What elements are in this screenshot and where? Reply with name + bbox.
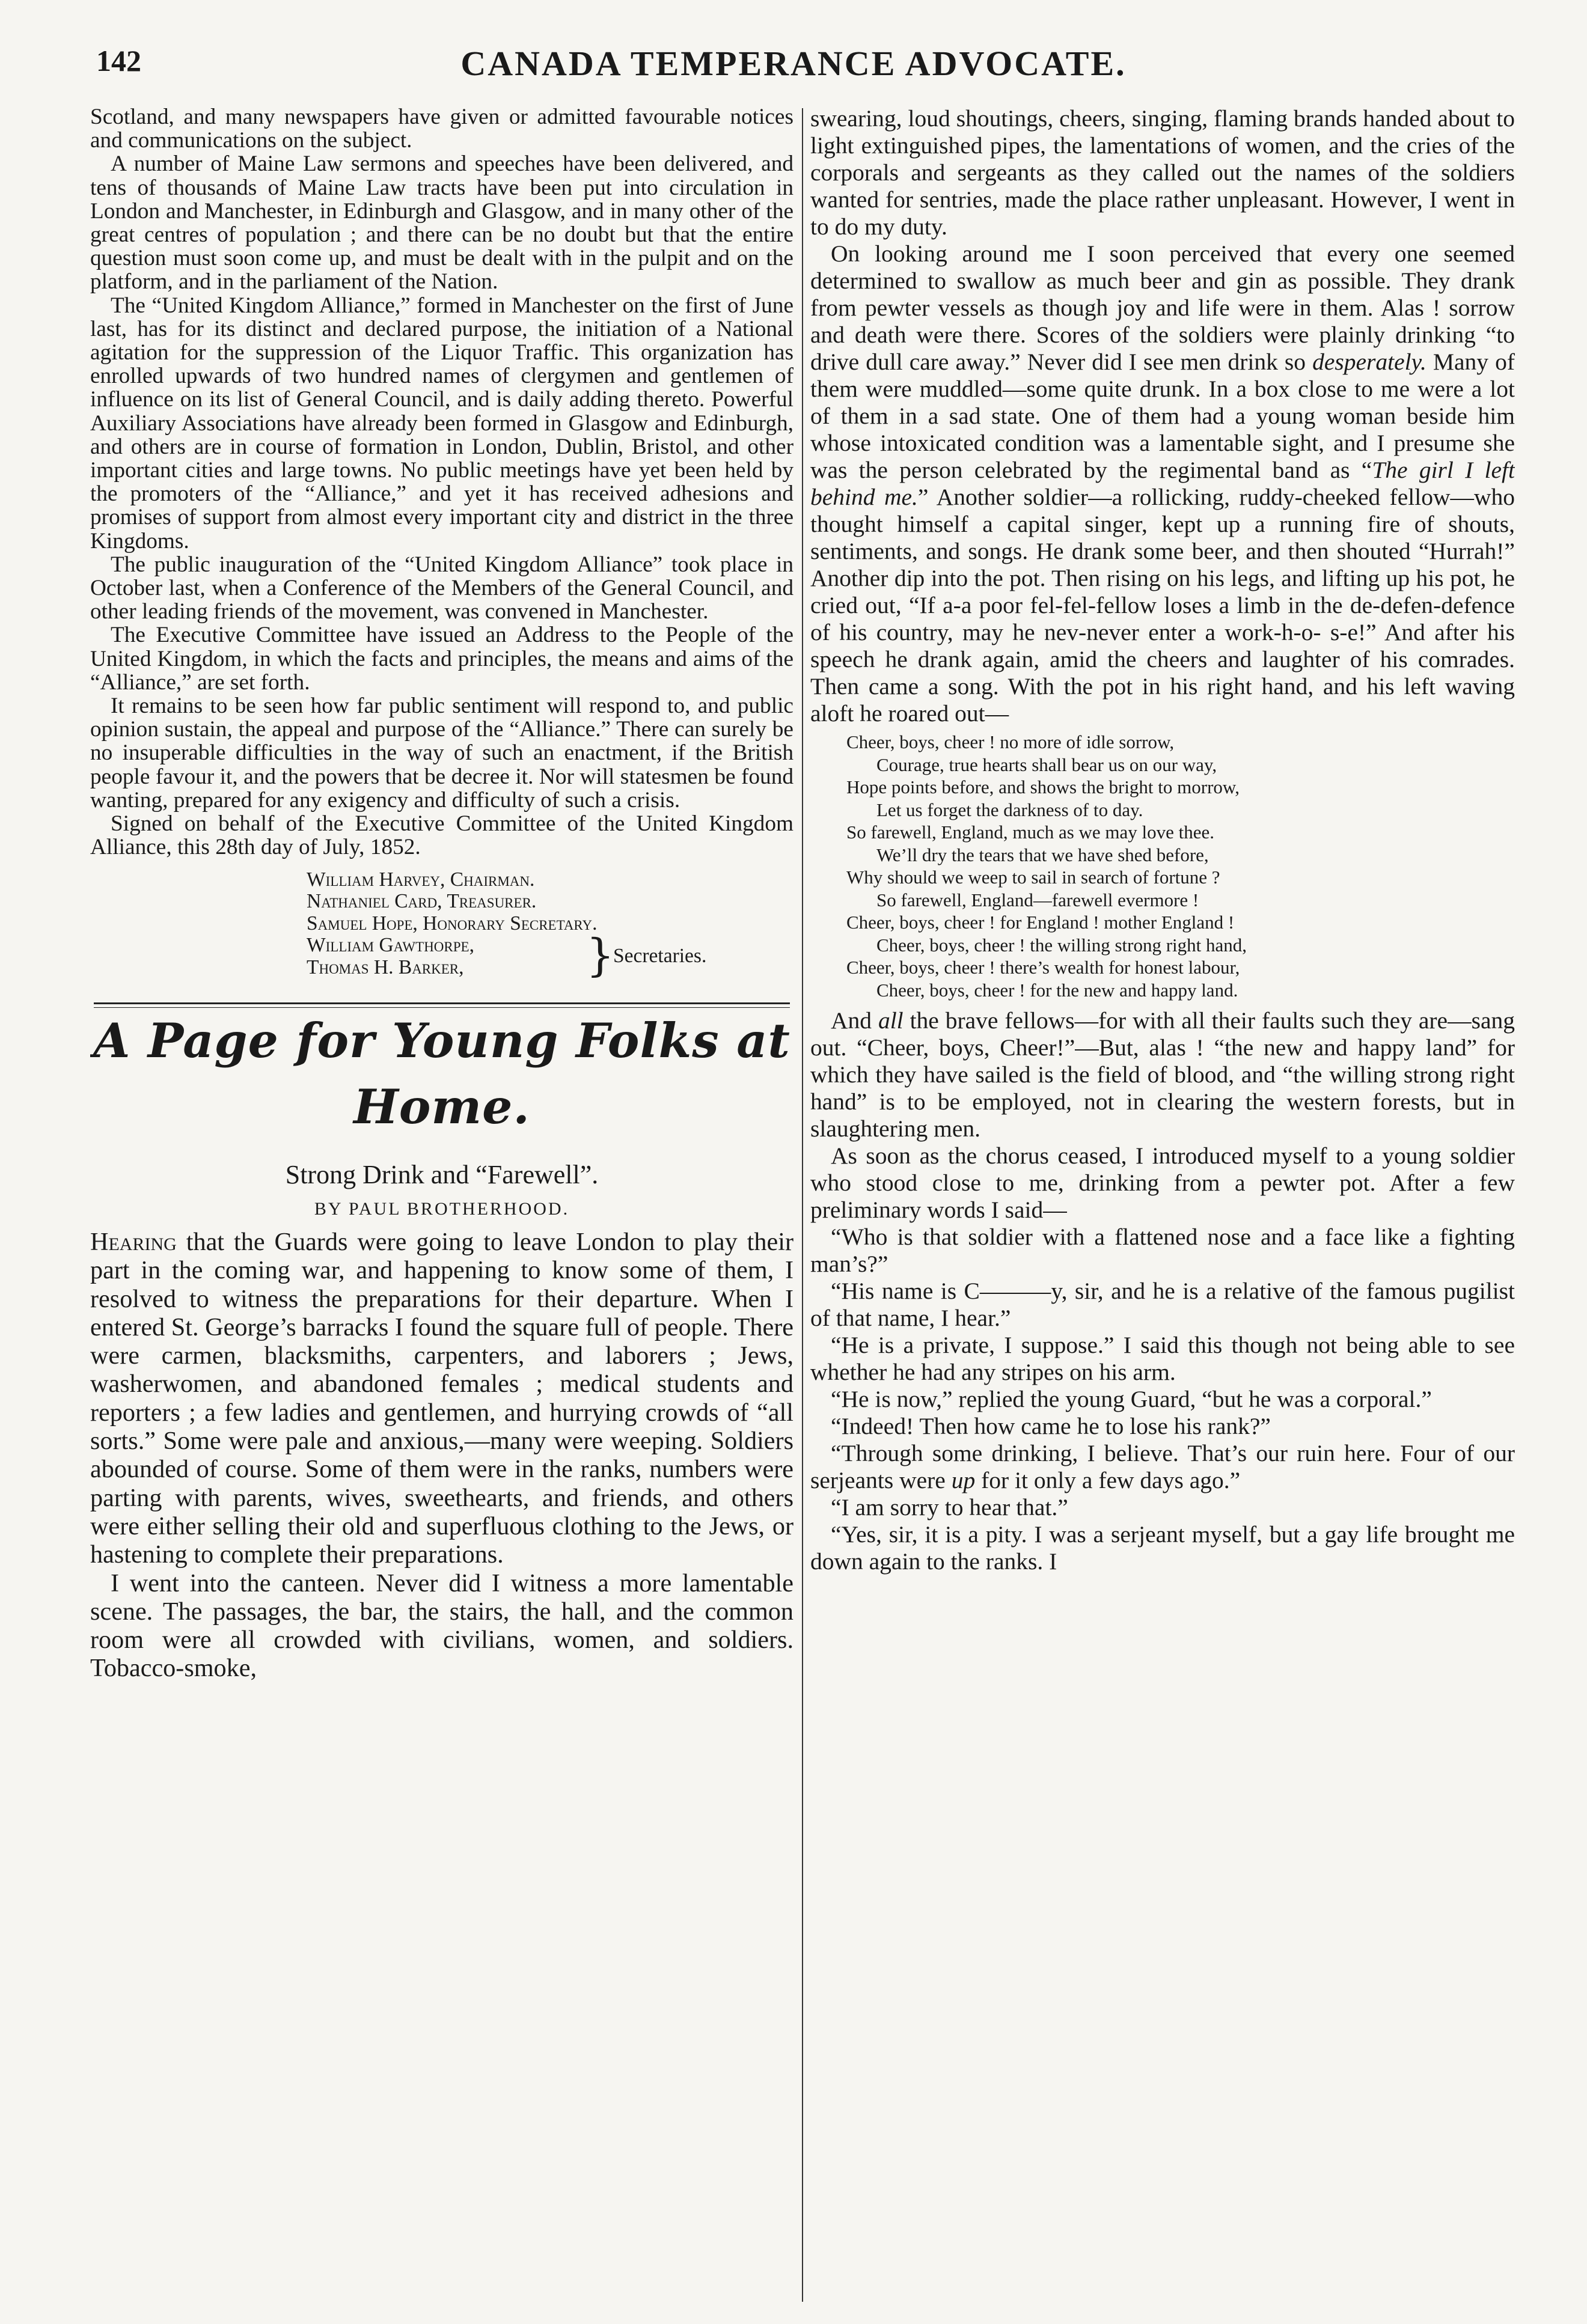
verse-line: So farewell, England, much as we may love thee. (846, 822, 1215, 843)
brace-glyph: } (586, 930, 615, 981)
story-right (810, 105, 1515, 1575)
journal-title: CANADA TEMPERANCE ADVOCATE. (460, 44, 1127, 83)
story-text: ” Another soldier—a rollicking, ruddy-cheeked fellow—who thought himself a capital singer, kept up a running fire of shouts, sentiments, and songs. He drank some beer, and then shouted “Hurrah!” Another dip into the pot. Then rising on his legs, and lifting up his pot, he cried out, “If a-a poor fel-fel-fellow loses a limb in the de-defen-defence of his country, may he nev-never enter a work-h-o- s-e!” And after his speech he drank again, amid the cheers and laughter of his comrades. Then came a song. With the pot in his right hand, and his left waving aloft he roared out— (810, 484, 1515, 727)
story-paragraph (810, 240, 1515, 727)
signer-secretary-2: Thomas H. Barker, (307, 956, 464, 978)
dialogue-line (810, 1440, 1515, 1494)
verse-line: Why should we weep to sail in search of fortune ? (846, 867, 1220, 888)
dialogue-line: “Indeed! Then how came he to lose his rank?” (831, 1413, 1271, 1439)
song-title: The girl I left behind me. (810, 457, 1515, 510)
story-paragraph (810, 1007, 1515, 1142)
column-divider (802, 108, 803, 2302)
verse-line: Cheer, boys, cheer ! there’s wealth for honest labour, (846, 957, 1240, 978)
story-byline: BY PAUL BROTHERHOOD. (314, 1199, 570, 1219)
emphasis: up (951, 1467, 976, 1493)
story-text: that the Guards were going to leave London to play their part in the coming war, and happening to know some of them, I resolved to witness the preparations for their departure. When I entered St. George’s barracks I found the square full of people. There were carmen, blacksmiths, carpenters, and laborers ; Jews, washerwomen, and abandoned females ; medical students and reporters ; a few ladies and gentlemen, and hurrying crowds of “all sorts.” Some were pale and anxious,—many were weeping. Soldiers abounded of course. Some of them were in the ranks, numbers were parting with parents, wives, sweethearts, and friends, and others were either selling their old and superfluous clothing to the Jews, or hastening to complete their preparations. (90, 1228, 794, 1569)
dialogue-line: “Who is that soldier with a flattened nose and a face like a fighting man’s?” (810, 1224, 1515, 1277)
secretaries-group (307, 930, 794, 981)
dialogue-line: “I am sorry to hear that.” (831, 1494, 1068, 1520)
dialogue-line: “He is now,” replied the young Guard, “but he was a corporal.” (831, 1386, 1432, 1412)
verse-line: Hope points before, and shows the bright to morrow, (846, 776, 1240, 798)
emphasis: desperately. (1312, 349, 1426, 375)
signer-secretary-1: William Gawthorpe, (307, 934, 474, 956)
paragraph: The “United Kingdom Alliance,” formed in Manchester on the first of June last, has for its distinct and declared purpose, the initiation of a National agitation for the suppression of the Liquor Traffic. This organization has enrolled upwards of two hundred names of clergymen and gentlemen of influence on its list of General Council, and is daily adding thereto. Powerful Auxiliary Associations have already been formed in Glasgow and Edinburgh, and others are in course of formation in London, Dublin, Bristol, and other important cities and large towns. No public meetings have yet been held by the promoters of the “Alliance,” and yet it has received adhesions and promises of support from almost every important city and district in the three Kingdoms. (90, 293, 794, 554)
signer-chairman: William Harvey, Chairman. (307, 868, 535, 891)
story-paragraph: I went into the canteen. Never did I witness a more lamentable scene. The passages, the bar, the stairs, the hall, and the common room were all crowded with civilians, women, and soldiers. Tobacco-smoke, (90, 1569, 794, 1683)
secretaries-label: Secretaries. (613, 945, 707, 967)
signer-treasurer: Nathaniel Card, Treasurer. (307, 890, 537, 912)
story-text: On looking around me I soon perceived that every one seemed determined to swallow as much beer and gin as possible. They drank from pewter vessels as though joy and life were in them. Alas ! sorrow and death were there. Scores of the soldiers were plainly drinking “to drive dull care away.” Never did I see men drink so (810, 240, 1515, 375)
signer-hon-secretary: Samuel Hope, Honorary Secretary. (307, 912, 598, 935)
paragraph: The Executive Committee have issued an Address to the People of the United Kingdom, in which the facts and principles, the means and aims of the “Alliance,” are set forth. (90, 623, 794, 695)
verse-line: Cheer, boys, cheer ! for England ! mother England ! (846, 912, 1235, 933)
section-title: A Page for Young Folks at Home. (93, 1013, 790, 1135)
banner-rule (94, 1002, 790, 1008)
story-title: Strong Drink and “Farewell”. (285, 1160, 599, 1189)
story-text: Many of them were muddled—some quite drunk. In a box close to me were a lot of them in a sad state. One of them had a young woman beside him whose intoxicated condition was a lamentable sight, and I presume she was the person celebrated by the regimental band as “ (810, 349, 1515, 483)
signature-line: Signed on behalf of the Executive Committee of the United Kingdom Alliance, this 28th day of July, 1852. (90, 811, 794, 860)
dialogue-line: “Yes, sir, it is a pity. I was a serjeant myself, but a gay life brought me down again to the ranks. I (810, 1521, 1515, 1575)
left-column (90, 105, 794, 2305)
story-left (90, 1228, 794, 1683)
paragraph: The public inauguration of the “United Kingdom Alliance” took place in October last, when a Conference of the Members of the General Council, and other leading friends of the movement, was convened in Manchester. (90, 552, 794, 624)
verse-line: Courage, true hearts shall bear us on our way, (876, 754, 1217, 775)
story-text: for it only a few days ago.” (975, 1467, 1241, 1493)
section-banner (90, 1002, 794, 1140)
dialogue-line: “He is a private, I suppose.” I said this though not being able to see whether he had any stripes on his arm. (810, 1332, 1515, 1385)
verse-line: Cheer, boys, cheer ! no more of idle sorrow, (846, 731, 1175, 752)
story-text: the brave fellows—for with all their faults such they are—sang out. “Cheer, boys, Cheer!”—But, alas ! “the new and happy land” for which they have sailed is the field of blood, and “the willing strong right hand” is to be employed, not in clearing the western forests, but in slaughtering men. (810, 1007, 1515, 1142)
verse-line: Let us forget the darkness of to day. (876, 799, 1143, 820)
song-verse (846, 731, 1515, 1001)
alliance-article (90, 105, 794, 859)
right-column (810, 105, 1515, 2305)
story-paragraph: swearing, loud shoutings, cheers, singing, flaming brands handed about to light extinguished pipes, the lamentations of women, and the cries of the corporals and sergeants as they called out the names of the soldiers wanted for sentries, made the place rather unpleasant. However, I went in to do my duty. (810, 105, 1515, 240)
running-head (90, 43, 1497, 91)
story-text: “Through some drinking, I believe. That’s our ruin here. Four of our serjeants were (810, 1440, 1515, 1493)
story-text: And (831, 1007, 878, 1034)
page-number: 142 (96, 44, 141, 78)
story-paragraph: As soon as the chorus ceased, I introduced myself to a young soldier who stood close to me, drinking from a pewter pot. After a few preliminary words I said— (810, 1142, 1515, 1223)
emphasis: all (878, 1007, 904, 1034)
dialogue-line: “His name is C———y, sir, and he is a relative of the famous pugilist of that name, I hear.” (810, 1278, 1515, 1331)
verse-line: Cheer, boys, cheer ! the willing strong right hand, (876, 934, 1247, 956)
verse-line: We’ll dry the tears that we have shed before, (876, 844, 1209, 865)
story-paragraph (90, 1228, 794, 1569)
signers-block (307, 869, 794, 979)
paragraph: Scotland, and many newspapers have given or admitted favourable notices and communications on the subject. (90, 105, 794, 153)
drop-word: Hearing (90, 1228, 177, 1256)
verse-line: So farewell, England—farewell evermore ! (876, 889, 1199, 910)
verse-line: Cheer, boys, cheer ! for the new and happy land. (876, 979, 1238, 1001)
paragraph: A number of Maine Law sermons and speeches have been delivered, and tens of thousands of Maine Law tracts have been put into circulation in London and Manchester, in Edinburgh and Glasgow, and in many other of the great centres of population ; and there can be no doubt but that the entire question must soon come up, and must be dealt with in the pulpit and on the platform, and in the parliament of the Nation. (90, 151, 794, 294)
paragraph: It remains to be seen how far public sentiment will respond to, and public opinion sustain, the appeal and purpose of the “Alliance.” There can surely be no insuperable difficulties in the way of such an enactment, if the British people favour it, and the powers that be decree it. Nor will statesmen be found wanting, prepared for any exigency and difficulty of such a crisis. (90, 694, 794, 813)
